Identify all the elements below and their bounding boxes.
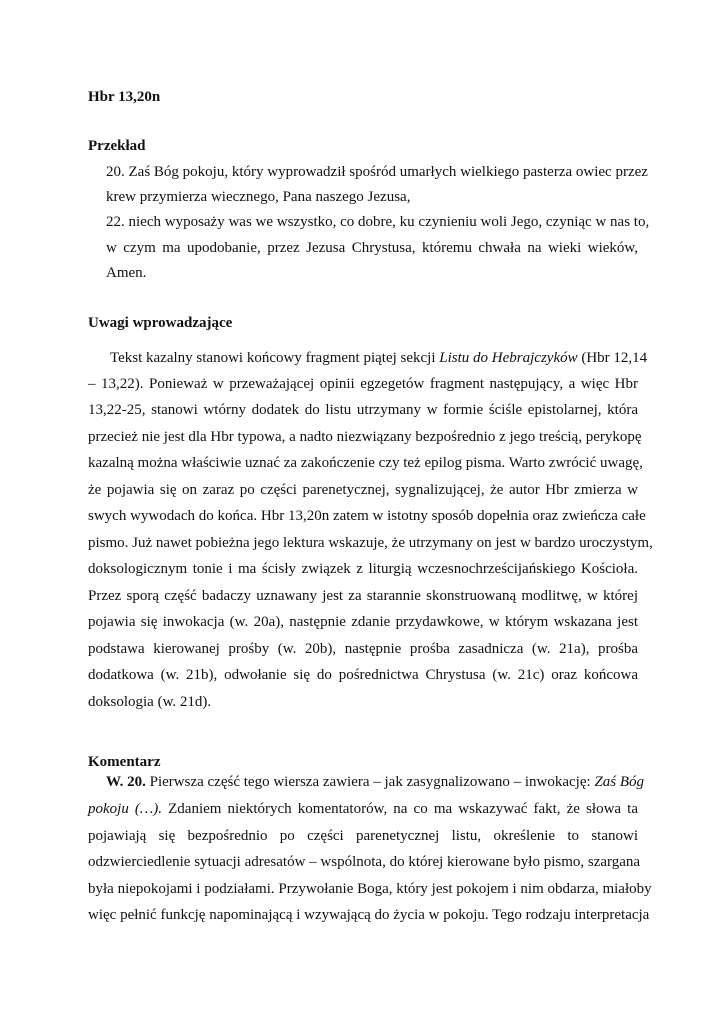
- paragraph-line: Przez sporą część badaczy uznawany jest za starannie skonstruowaną modlitwę, w której: [88, 588, 638, 604]
- paragraph-line: – 13,22). Ponieważ w przeważającej opinii egzegetów fragment następujący, a więc Hbr: [88, 376, 638, 392]
- italic-quote: Zaś Bóg: [594, 774, 645, 790]
- paragraph-line: podstawa kierowanej prośby (w. 20b), następnie prośba zasadnicza (w. 21a), prośba: [88, 641, 638, 657]
- paragraph-line: [88, 800, 638, 818]
- paragraph-line: swych wywodach do końca. Hbr 13,20n zatem w istotny sposób dopełnia oraz zwieńcza całe: [88, 508, 646, 524]
- paragraph-line: pojawia się inwokacja (w. 20a), następnie zdanie przydawkowe, w którym wskazana jest: [88, 614, 638, 630]
- paragraph-line: [110, 349, 647, 367]
- paragraph-line: [106, 773, 644, 791]
- text-span: Tekst kazalny stanowi końcowy fragment piątej sekcji: [110, 350, 440, 366]
- paragraph-line: doksologia (w. 21d).: [88, 694, 212, 710]
- text-span: (Hbr 12,14: [577, 350, 648, 366]
- section-heading-komentarz: Komentarz: [88, 754, 161, 770]
- paragraph-line: doksologicznym tonie i ma ścisły związek z liturgią wczesnochrześcijańskiego Kościoła.: [88, 561, 638, 577]
- verse-label: W. 20.: [106, 774, 146, 790]
- paragraph-line: pismo. Już nawet pobieżna jego lektura wskazuje, że utrzymany on jest w bardzo uroczystym,: [88, 535, 653, 551]
- text-span: Zdaniem niektórych komentatorów, na co ma wskazywać fakt, że słowa ta: [162, 801, 638, 817]
- paragraph-line: pojawiają się bezpośrednio po części parenetycznej listu, określenie to stanowi: [88, 828, 638, 844]
- document-title: Hbr 13,20n: [88, 89, 161, 105]
- paragraph-line: przecież nie jest dla Hbr typowa, a nadto niezwiązany bezpośrednio z jego treścią, perykopę: [88, 429, 642, 445]
- paragraph-line: 13,22-25, stanowi wtórny dodatek do listu utrzymany w formie ściśle epistolarnej, która: [88, 402, 638, 418]
- section-heading-przeklad: Przekład: [88, 138, 146, 154]
- translation-line: 22. niech wyposaży was we wszystko, co dobre, ku czynieniu woli Jego, czyniąc w nas to,: [106, 214, 650, 230]
- italic-quote: pokoju (…).: [88, 801, 163, 817]
- translation-line: Amen.: [106, 265, 147, 281]
- paragraph-line: była niepokojami i podziałami. Przywołanie Boga, który jest pokojem i nim obdarza, miałoby: [88, 881, 652, 897]
- translation-line: krew przymierza wiecznego, Pana naszego Jezusa,: [106, 189, 411, 205]
- translation-line: 20. Zaś Bóg pokoju, który wyprowadził spośród umarłych wielkiego pasterza owiec przez: [106, 164, 648, 180]
- paragraph-line: że pojawia się on zaraz po części parenetycznej, sygnalizującej, że autor Hbr zmierza w: [88, 482, 638, 498]
- paragraph-line: dodatkowa (w. 21b), odwołanie się do pośrednictwa Chrystusa (w. 21c) oraz końcowa: [88, 667, 638, 683]
- paragraph-line: kazalną można właściwie uznać za zakończenie czy też epilog pisma. Warto zwrócić uwagę,: [88, 455, 643, 471]
- text-span: Pierwsza część tego wiersza zawiera – jak zasygnalizowano – inwokację:: [145, 774, 595, 790]
- section-heading-uwagi: Uwagi wprowadzające: [88, 315, 233, 331]
- italic-title: Listu do Hebrajczyków: [439, 350, 578, 366]
- paragraph-line: więc pełnić funkcję napominającą i wzywającą do życia w pokoju. Tego rodzaju interpretacja: [88, 907, 650, 923]
- translation-line: w czym ma upodobanie, przez Jezusa Chrystusa, któremu chwała na wieki wieków,: [106, 240, 638, 256]
- paragraph-line: odzwierciedlenie sytuacji adresatów – wspólnota, do której kierowane było pismo, szargana: [88, 854, 641, 870]
